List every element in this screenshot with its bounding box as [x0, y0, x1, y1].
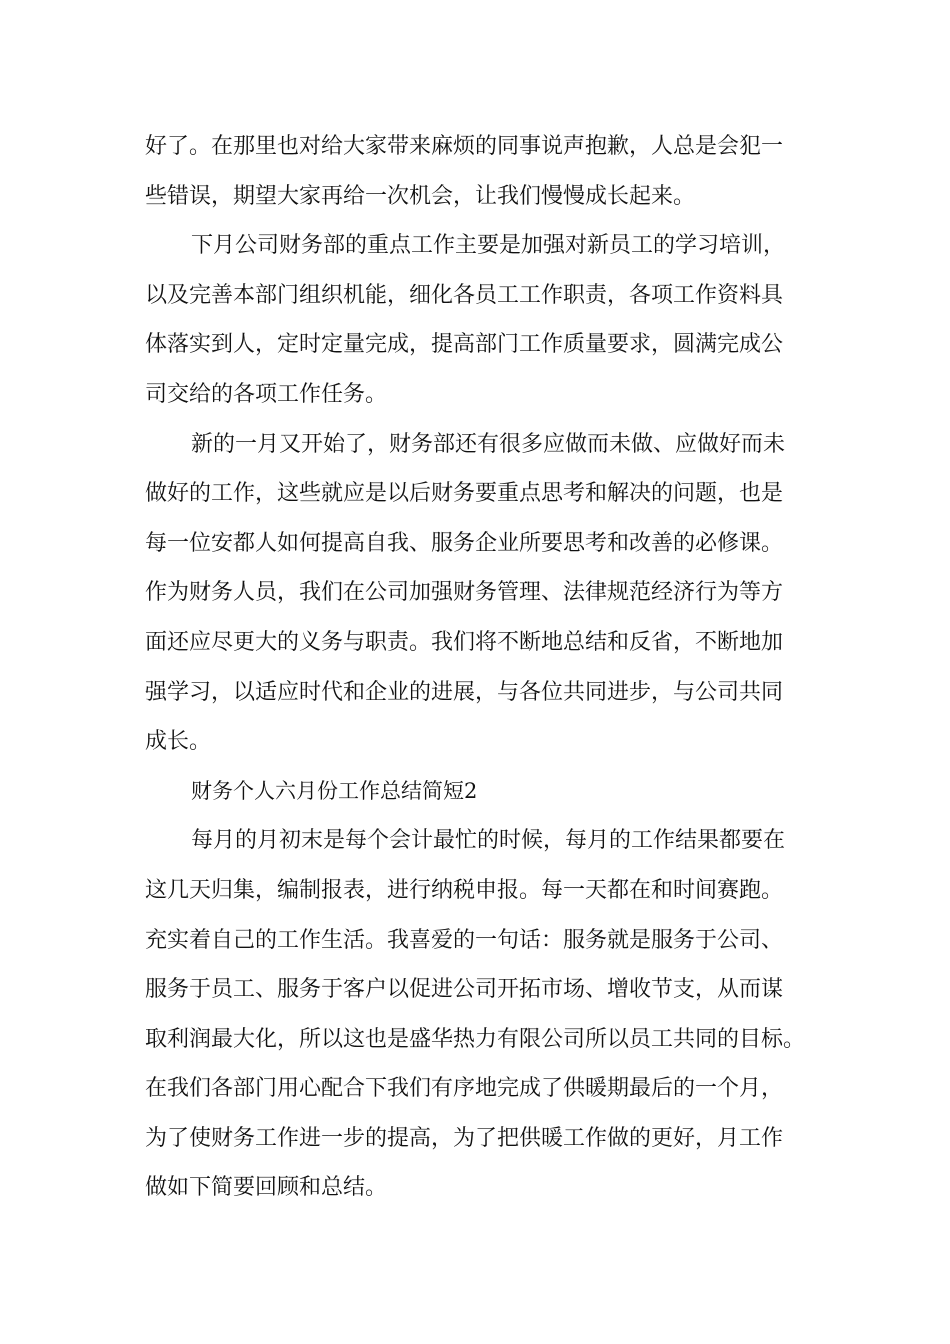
text-line: 这几天归集，编制报表，进行纳税申报。每一天都在和时间赛跑。: [145, 877, 784, 903]
text-line: 些错误，期望大家再给一次机会，让我们慢慢成长起来。: [145, 183, 696, 209]
text-line: 取利润最大化，所以这也是盛华热力有限公司所以员工共同的目标。: [145, 1026, 806, 1052]
text-line: 服务于员工、服务于客户以促进公司开拓市场、增收节支，从而谋: [145, 977, 784, 1003]
text-line: 新的一月又开始了，财务部还有很多应做而未做、应做好而未: [191, 431, 786, 457]
text-line: 好了。在那里也对给大家带来麻烦的同事说声抱歉，人总是会犯一: [145, 134, 784, 159]
text-line: 为了使财务工作进一步的提高，为了把供暖工作做的更好，月工作: [145, 1125, 784, 1151]
text-line: 做好的工作，这些就应是以后财务要重点思考和解决的问题，也是: [145, 481, 784, 507]
document-body: [145, 122, 815, 1213]
text-line: 充实着自己的工作生活。我喜爱的一句话：服务就是服务于公司、: [145, 927, 784, 953]
section-heading: 财务个人六月份工作总结简短2: [191, 778, 478, 803]
text-line: 以及完善本部门组织机能，细化各员工工作职责，各项工作资料具: [145, 282, 784, 308]
text-line: 体落实到人，定时定量完成，提高部门工作质量要求，圆满完成公: [145, 332, 784, 358]
paragraph-3: [145, 420, 815, 767]
text-line: 每月的月初末是每个会计最忙的时候，每月的工作结果都要在: [191, 828, 786, 854]
paragraph-1: [145, 122, 815, 221]
text-line: 作为财务人员，我们在公司加强财务管理、法律规范经济行为等方: [145, 580, 784, 606]
text-line: 下月公司财务部的重点工作主要是加强对新员工的学习培训，: [191, 233, 786, 259]
text-line: 成长。: [145, 729, 212, 755]
paragraph-2: [145, 221, 815, 419]
text-line: 面还应尽更大的义务与职责。我们将不断地总结和反省，不断地加: [145, 629, 784, 655]
text-line: 司交给的各项工作任务。: [145, 381, 388, 407]
text-line: 在我们各部门用心配合下我们有序地完成了供暖期最后的一个月，: [145, 1076, 784, 1102]
text-line: 强学习，以适应时代和企业的进展，与各位共同进步，与公司共同: [145, 679, 784, 705]
text-line: 做如下简要回顾和总结。: [145, 1175, 388, 1201]
text-line: 每一位安都人如何提高自我、服务企业所要思考和改善的必修课。: [145, 530, 784, 556]
paragraph-4: [145, 816, 815, 1213]
